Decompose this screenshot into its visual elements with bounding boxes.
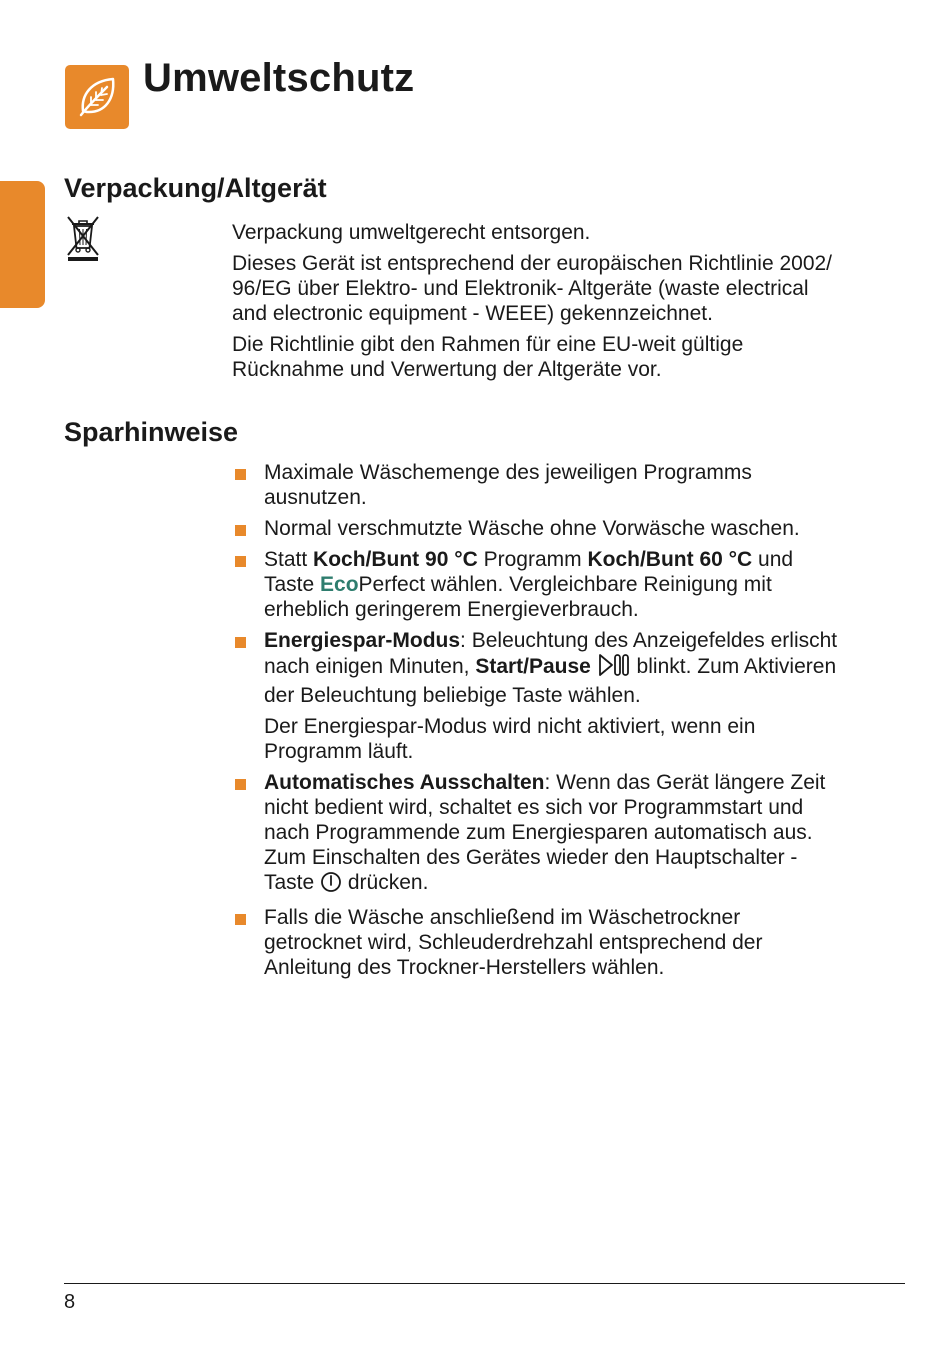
section-heading-tips: Sparhinweise: [64, 417, 239, 447]
list-item: Normal verschmutzte Wäsche ohne Vorwäsche waschen.: [232, 516, 912, 541]
tips-list: [232, 460, 912, 986]
leaf-icon: [65, 65, 129, 129]
footer-divider: [64, 1283, 905, 1284]
energy-mode-note: Der Energiespar-Modus wird nicht aktiviert, wenn ein Programm läuft.: [264, 715, 756, 763]
term-energy-saving-mode: Energiespar-Modus: [264, 629, 461, 652]
packaging-text: [232, 220, 912, 388]
chapter-tab-marker: [0, 181, 45, 308]
packaging-paragraph-2: Dieses Gerät ist entsprechend der europäischen Richtlinie 2002/ 96/EG über Elektro- und Elektronik- Altgeräte (waste electrical and electronic equipment - WEEE) gekennzeichnet.: [232, 252, 833, 325]
page-number: 8: [64, 1291, 76, 1313]
bullet-square-icon: [235, 469, 246, 480]
program-name-koch-bunt-90: Koch/Bunt 90 °C: [313, 548, 478, 571]
bullet-square-icon: [235, 914, 246, 925]
list-item: Maximale Wäschemenge des jeweiligen Programms ausnutzen.: [232, 460, 912, 510]
list-item: Automatisches Ausschalten: Wenn das Gerät längere Zeit nicht bedient wird, schaltet es sich vor Programmstart und nach Programmende zum Energiesparen automatisch aus. Zum Einschalten des Gerätes wieder den Hauptschalter - Taste drücken.: [232, 770, 912, 899]
play-pause-icon: [597, 653, 631, 683]
list-item: Statt Koch/Bunt 90 °C Programm Koch/Bunt 60 °C und Taste EcoPerfect wählen. Vergleichbare Reinigung mit erheblich geringerem Energieverbrauch.: [232, 547, 912, 622]
page-title: Umweltschutz: [143, 56, 415, 100]
bullet-square-icon: [235, 525, 246, 536]
start-pause-label: Start/Pause: [475, 655, 591, 678]
crossed-bin-icon: [64, 214, 102, 262]
bullet-square-icon: [235, 556, 246, 567]
packaging-paragraph-1: Verpackung umweltgerecht entsorgen.: [232, 221, 591, 244]
program-name-koch-bunt-60: Koch/Bunt 60 °C: [587, 548, 753, 571]
eco-label: Eco: [320, 573, 359, 596]
packaging-paragraph-3: Die Richtlinie gibt den Rahmen für eine EU-weit gültige Rücknahme und Verwertung der Altgeräte vor.: [232, 333, 744, 381]
term-auto-off: Automatisches Ausschalten: [264, 771, 545, 794]
power-icon: [320, 871, 342, 899]
section-heading-packaging: Verpackung/Altgerät: [64, 173, 327, 203]
bullet-square-icon: [235, 637, 246, 648]
list-item: Falls die Wäsche anschließend im Wäschetrockner getrocknet wird, Schleuderdrehzahl entsprechend der Anleitung des Trockner-Herstellers wählen.: [232, 905, 912, 980]
list-item: Energiespar-Modus: Beleuchtung des Anzeigefeldes erlischt nach einigen Minuten, Start/Pause blinkt. Zum Aktivieren der Beleuchtung beliebige Taste wählen. Der Energiespar-Modus wird nicht aktiviert, wenn ein Programm läuft.: [232, 628, 912, 764]
bullet-square-icon: [235, 779, 246, 790]
